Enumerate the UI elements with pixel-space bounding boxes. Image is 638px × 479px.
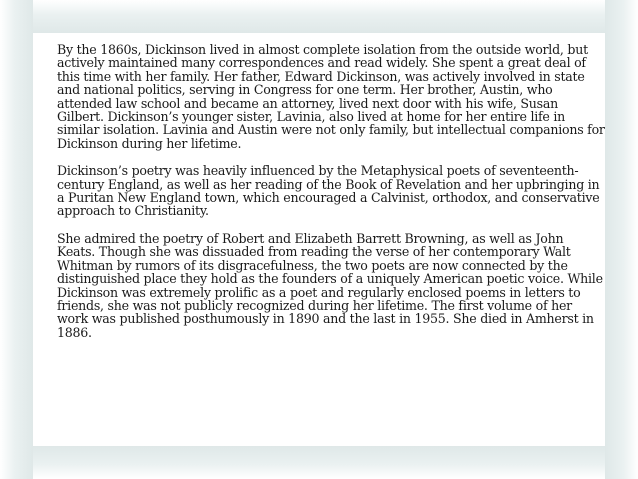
- slide-border-bottom: [0, 446, 638, 479]
- paragraph-isolation: By the 1860s, Dickinson lived in almost complete isolation from the outside world, but actively maintained many correspondences and read widely. She spent a great deal of this time with her family. Her father, Edward Dickinson, was actively involved in state and national politics, serving in Congress for one term. Her brother, Austin, who attended law school and became an attorney, lived next door with his wife, Susan Gilbert. Dickinson’s younger sister, Lavinia, also lived at home for her entire life in similar isolation. Lavinia and Austin were not only family, but intellectual companions for Dickinson during her lifetime.: [57, 42, 605, 151]
- slide-border-top: [0, 0, 638, 33]
- paragraph-legacy: She admired the poetry of Robert and Elizabeth Barrett Browning, as well as John Keats. Though she was dissuaded from reading the verse of her contemporary Walt Whitman by rumors of its disgracefulness, the two poets are now connected by the distinguished place they hold as the founders of a uniquely American poetic voice. While Dickinson was extremely prolific as a poet and regularly enclosed poems in letters to friends, she was not publicly recognized during her lifetime. The first volume of her work was published posthumously in 1890 and the last in 1955. She died in Amherst in 1886.: [57, 230, 603, 340]
- slide-border-right: [605, 0, 638, 479]
- slide-body-text: [57, 43, 605, 353]
- paragraph-influences: Dickinson’s poetry was heavily influenced by the Metaphysical poets of seventeenth-century England, as well as her reading of the Book of Revelation and her upbringing in a Puritan New England town, which encouraged a Calvinist, orthodox, and conservative approach to Christianity.: [57, 163, 600, 219]
- slide-border-left: [0, 0, 33, 479]
